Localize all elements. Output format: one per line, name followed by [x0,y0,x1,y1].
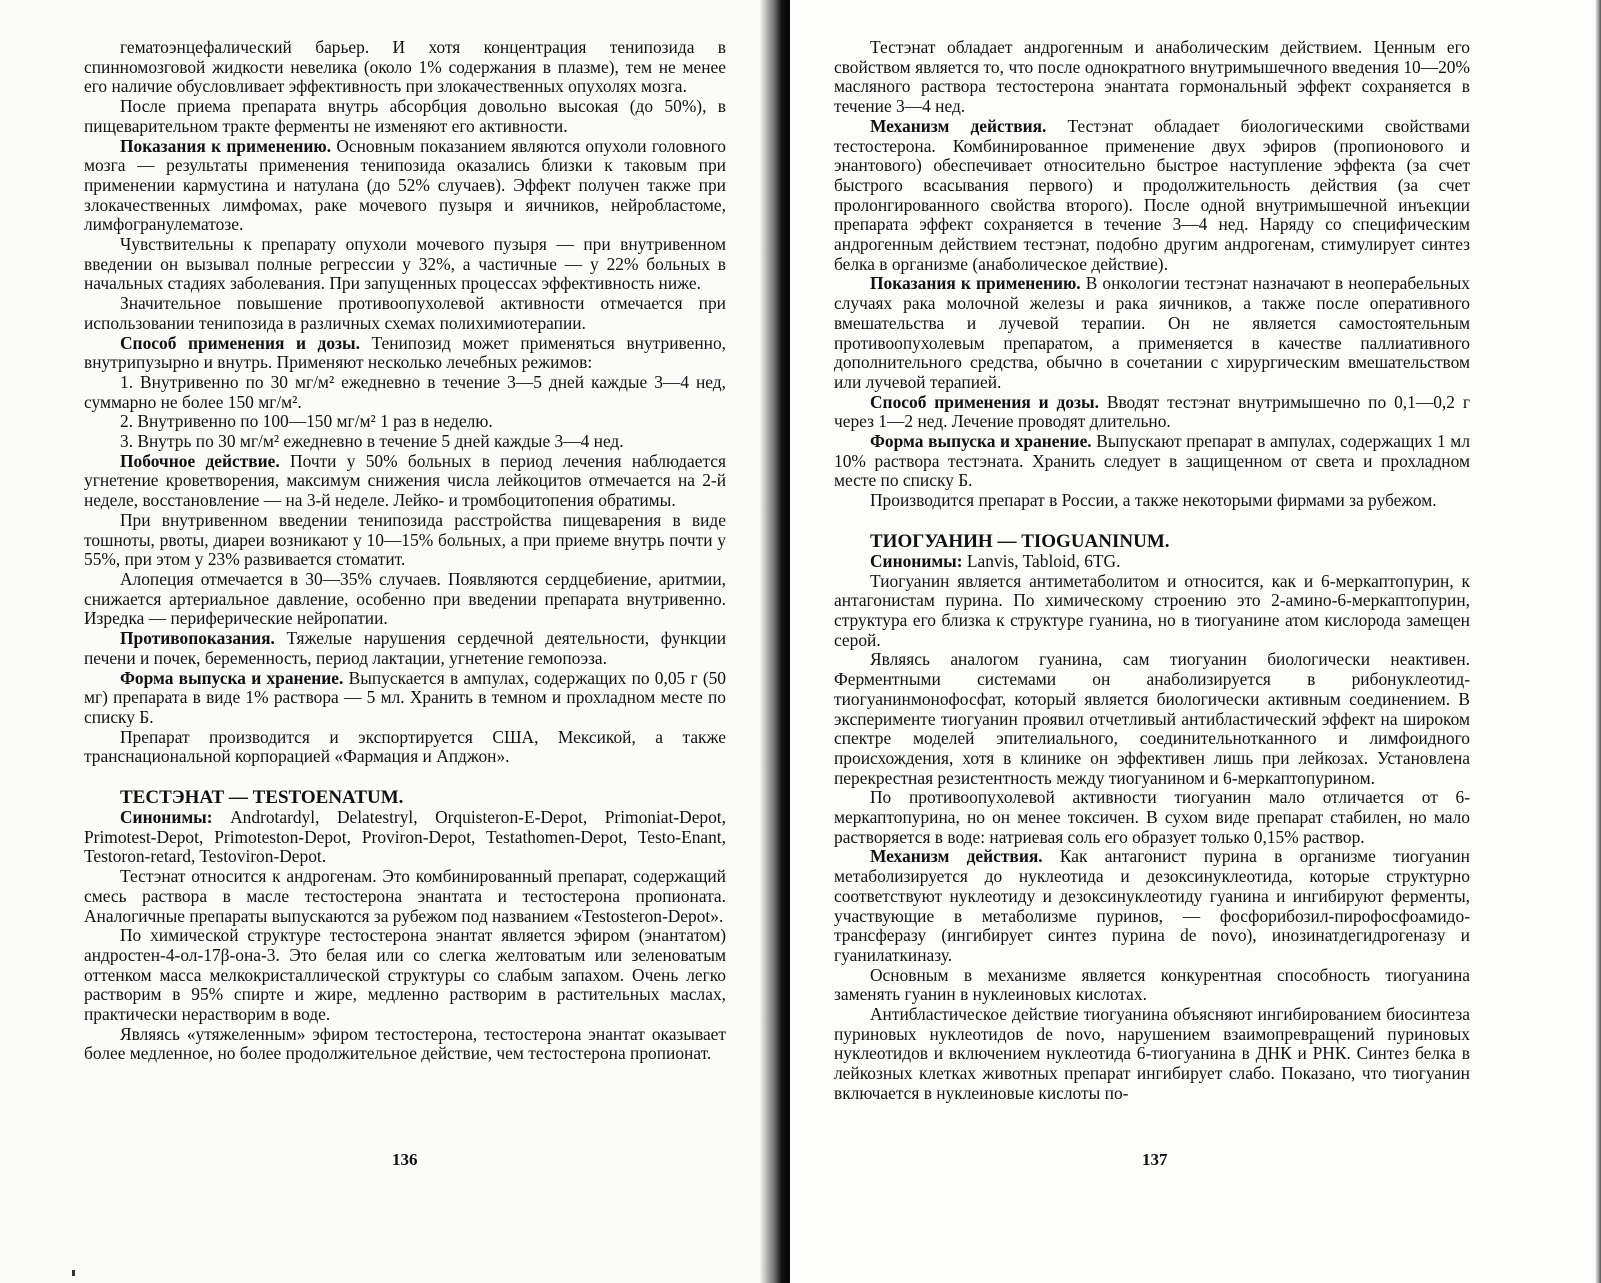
paragraph-lead: Показания к применению. [870,273,1081,294]
paragraph-text: Основным в механизме является конкурентная способность тиогуанина заменять гуанин в нуклеиновых кислотах. [834,964,1470,1005]
paragraph [84,867,726,926]
paragraph-text: Как антагонист пурина в организме тиогуанин метаболизируется до нуклеотида и дезоксинуклеотида, которые структурно соответствуют нуклеотиду и дезоксинуклеотиду гуанина и ингибируют ферменты, участвующие в метаболизме пуринов, — фосфорибозил-пирофосфоамидо-трансферазу (ингибирует синтез пурина de novo), инозинатдегидрогеназу и гуанилаткиназу. [834,846,1470,965]
paragraph [84,235,726,294]
paragraph-text: Почти у 50% больных в период лечения наблюдается угнетение кроветворения, максимум снижения числа лейкоцитов отмечается на 2-й неделе, восстановление — на 3-й неделе. Лейко- и тромбоцитопения обратимы. [84,450,726,511]
paragraph-text: 2. Внутривенно по 100—150 мг/м² 1 раз в неделю. [120,411,493,432]
paragraph-text: Антибластическое действие тиогуанина объясняют ингибированием биосинтеза пуриновых нуклеотидов de novo, нарушением взаимопревращений пуриновых нуклеотидов и включением нуклеотида 6-тиогуанина в ДНК и РНК. Синтез белка в лейкозных клетках животных препарат ингибирует слабо. Показано, что тиогуанин включается в нуклеиновые кислоты по- [834,1004,1470,1103]
paragraph-text: В онкологии тестэнат назначают в неоперабельных случаях рака молочной железы и рака яичников, а также после оперативного вмешательства и лучевой терапии. Он не является самостоятельным противоопухолевым препаратом, а применяется в качестве паллиативного дополнительного средства, обычно в сочетании с хирургическим вмешательством или лучевой терапией. [834,273,1470,392]
paragraph [834,393,1470,432]
paragraph-text: Тяжелые нарушения сердечной деятельности, функции печени и почек, беременность, период лактации, угнетение гемопоэза. [84,628,726,668]
paragraph [84,728,726,767]
paragraph-lead: Синонимы: [120,807,213,828]
paragraph-text: Вводят тестэнат внутримышечно по 0,1—0,2 г через 1—2 нед. Лечение проводят длительно. [834,391,1470,432]
paragraph-text: Тиогуанин является антиметаболитом и относится, как и 6-меркаптопурин, к антагонистам пурина. По химическому строению это 2-амино-6-меркаптопурин, структура его близка к структуре гуанина, но в тиогуанине атом кислорода замещен серой. [834,570,1470,650]
paragraph-lead: Синонимы: [870,550,963,571]
paragraph-text: При внутривенном введении тенипозида расстройства пищеварения в виде тошноты, рвоты, диареи возникают у 10—15% больных, а при приеме внутрь почти у 55%, при этом у 23% развивается стоматит. [84,509,726,570]
paragraph [84,452,726,511]
page-number-left: 136 [392,1150,418,1169]
paragraph-text: 1. Внутривенно по 30 мг/м² ежедневно в течение 3—5 дней каждые 3—4 нед, суммарно не более 150 мг/м². [84,371,726,412]
paragraph [834,117,1470,275]
paragraph-text: 3. Внутрь по 30 мг/м² ежедневно в течение 5 дней каждые 3—4 нед. [120,431,624,452]
paragraph [834,274,1470,392]
entry-heading: ТИОГУАНИН — TIOGUANINUM. [870,530,1170,552]
paragraph-text: Основным показанием являются опухоли головного мозга — результаты применения тенипозида оказались близки к таковым при применении кармустина и натулана (до 52% случаев). Эффект получен также при злокачественных лимфомах, раке мочевого пузыря и яичников, нейробластоме, лимфогранулематозе. [84,135,726,235]
paragraph-text: Тенипозид может применяться внутривенно, внутрипузырно и внутрь. Применяют несколько лечебных режимов: [84,332,726,373]
paragraph-text: Чувствительны к препарату опухоли мочевого пузыря — при внутривенном введении он вызывал полные регрессии у 32%, а частичные — у 22% больных в начальных стадиях заболевания. При запущенных процессах эффективность ниже. [84,234,726,294]
left-page [0,0,780,1283]
paragraph-text: Являясь аналогом гуанина, сам тиогуанин биологически неактивен. Ферментными системами он анаболизируется в рибонуклеотид-тиогуанинмонофосфат, который является биологически активным соединением. В эксперименте тиогуанин проявил отчетливый антибластический эффект на широком спектре моделей эпителиального, соединительнотканного и лимфоидного происхождения, хотя в клинике он эффективен лишь при лейкозах. Установлена перекрестная резистентность между тиогуанином и 6-меркаптопурином. [834,649,1470,788]
paragraph-lead: Форма выпуска и хранение. [870,431,1092,452]
paragraph-text: Производится препарат в России, а также некоторыми фирмами за рубежом. [870,490,1437,511]
paragraph [834,432,1470,491]
paragraph [834,491,1470,511]
paragraph-lead: Способ применения и дозы. [870,391,1099,412]
paragraph [84,373,726,412]
paragraph [834,572,1470,651]
paragraph-text: Алопеция отмечается в 30—35% случаев. Появляются сердцебиение, аритмии, снижается артериальное давление, особенно при введении препарата внутривенно. Изредка — периферические нейропатии. [84,568,726,629]
paragraph-text: По химической структуре тестостерона энантат является эфиром (энантатом) андростен-4-ол-17β-она-3. Это белая или со слегка желтоватым или зеленоватым оттенком масса мелкокристаллической структуры со слабым запахом. Очень легко растворим в 95% спирте и жире, медленно растворим в растительных маслах, практически нерастворим в воде. [84,925,726,1025]
paragraph-lead: Способ применения и дозы. [120,332,360,353]
paragraph [84,570,726,629]
paragraph [84,412,726,432]
paragraph-text: Androtardyl, Delatestryl, Orquisteron-E-Depot, Primoniat-Depot, Primotest-Depot, Primoteston-Depot, Proviron-Depot, Testathomen-Depot, Testo-Enant, Testoron-retard, Testoviron-Depot. [84,807,726,867]
paragraph-text: После приема препарата внутрь абсорбция довольно высокая (до 50%), в пищеварительном тракте ферменты не изменяют его активности. [84,96,726,136]
paragraph [84,432,726,452]
paragraph [84,334,726,373]
page-edge-shadow [1595,0,1601,1283]
paragraph [84,808,726,867]
paragraph-lead: Механизм действия. [870,846,1043,867]
paragraph [834,966,1470,1005]
paragraph [84,137,726,236]
paragraph-text: Lanvis, Tabloid, 6TG. [962,550,1121,571]
paragraph-lead: Противопоказания. [120,628,275,649]
paragraph-text: Препарат производится и экспортируется США, Мексикой, а также транснациональной корпорацией «Фармация и Апджон». [84,726,726,767]
paragraph [834,1005,1470,1104]
paragraph [84,38,726,97]
paragraph [834,650,1470,788]
right-text-column [834,38,1470,1104]
paragraph-text: Тестэнат обладает андрогенным и анаболическим действием. Ценным его свойством является то, что после однократного внутримышечного введения 10—20% масляного раствора тестостерона энантата гормональный эффект сохраняется в течение 3—4 нед. [834,37,1470,117]
paragraph [84,926,726,1025]
paragraph-text: По противоопухолевой активности тиогуанин мало отличается от 6-меркаптопурина, но он менее токсичен. В сухом виде препарат стабилен, но мало растворяется в воде: натриевая соль его образует только 0,15% раствор. [834,787,1470,847]
paragraph-text: Тестэнат обладает биологическими свойствами тестостерона. Комбинированное применение двух эфиров (пропионового и энантового) обеспечивает относительно быстрое наступление эффекта (за счет быстрого всасывания первого) и продолжительность действия (за счет пролонгированного свойства второго). После одной внутримышечной инъекции препарата эффект сохраняется в течение 3—4 нед. Наряду со специфическим андрогенным действием тестэнат, подобно другим андрогенам, стимулирует синтез белка в организме (анаболическое действие). [834,115,1470,274]
paragraph-lead: Механизм действия. [870,115,1047,136]
paragraph-text: Выпускается в ампулах, содержащих по 0,05 г (50 мг) препарата в виде 1% раствора — 5 мл. Хранить в темном и прохладном месте по списку Б. [84,667,726,727]
page-number-right: 137 [1142,1150,1168,1169]
paragraph [84,511,726,570]
right-page [790,0,1601,1283]
paragraph [84,294,726,333]
paragraph-text: Являясь «утяжеленным» эфиром тестостерона, тестостерона энантат оказывает более медленное, но более продолжительное действие, чем тестостерона пропионат. [84,1023,726,1064]
left-text-column [84,38,726,1064]
paragraph [84,669,726,728]
paragraph [834,552,1470,572]
paragraph-lead: Побочное действие. [120,450,280,471]
paragraph [834,38,1470,117]
paragraph [84,629,726,668]
paragraph-text: Выпускают препарат в ампулах, содержащих 1 мл 10% раствора тестэната. Хранить следует в защищенном от света и прохладном месте по списку Б. [834,431,1470,491]
paragraph [84,1025,726,1064]
scan-mark [72,1270,75,1276]
entry-heading: ТЕСТЭНАТ — TESTOENATUM. [120,787,404,809]
paragraph [834,788,1470,847]
paragraph-text: гематоэнцефалический барьер. И хотя концентрация тенипозида в спинномозговой жидкости невелика (около 1% содержания в плазме), тем не менее его наличие обусловливает эффективность при злокачественных опухолях мозга. [84,37,726,97]
paragraph-lead: Форма выпуска и хранение. [120,667,344,688]
paragraph-text: Значительное повышение противоопухолевой активности отмечается при использовании тенипозида в различных схемах полихимиотерапии. [84,293,726,333]
paragraph-lead: Показания к применению. [120,135,332,156]
paragraph [84,97,726,136]
paragraph-text: Тестэнат относится к андрогенам. Это комбинированный препарат, содержащий смесь раствора в масле тестостерона энантата и тестостерона пропионата. Аналогичные препараты выпускаются за рубежом под названием «Testosteron-Depot». [84,866,726,926]
paragraph [834,847,1470,965]
